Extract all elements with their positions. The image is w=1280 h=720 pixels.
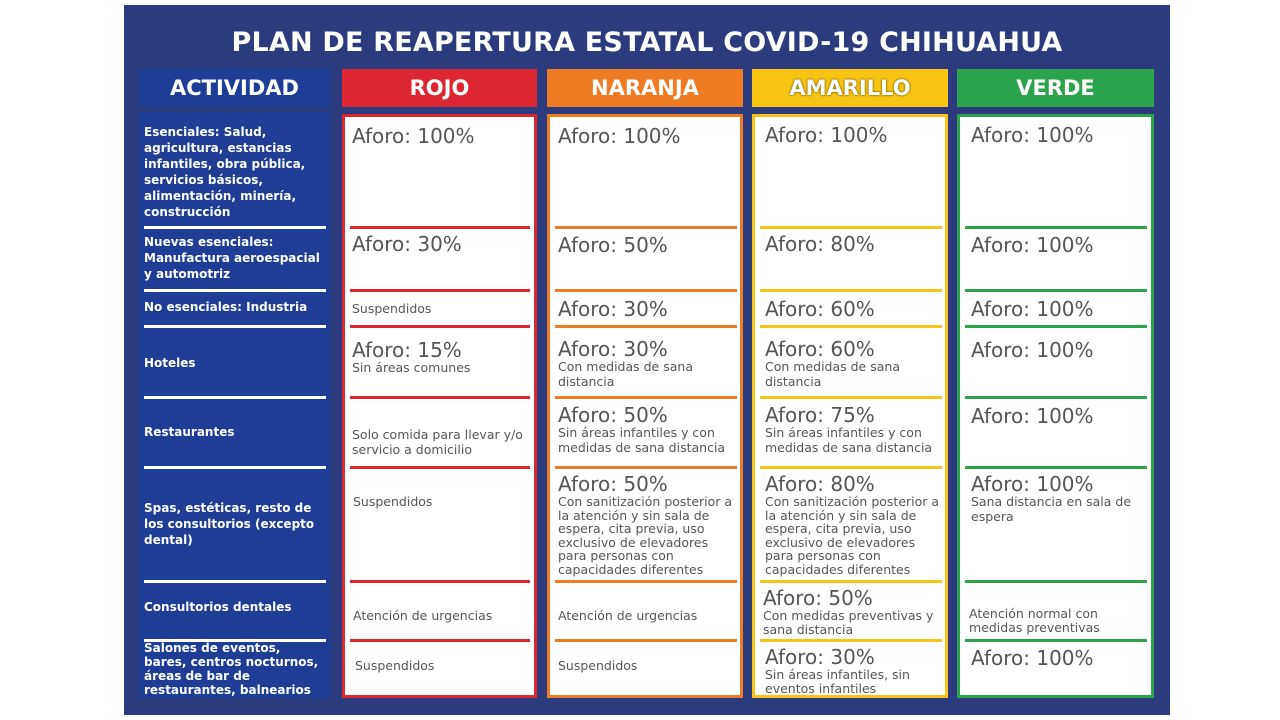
aforo-value: Aforo: 100% <box>558 124 681 148</box>
cell-amarillo-row7 <box>763 587 946 636</box>
cell-rojo-row2 <box>352 233 532 255</box>
cell-rojo-row6 <box>353 495 533 510</box>
cell-rojo-row1 <box>352 125 532 147</box>
aforo-value: Aforo: 60% <box>765 297 875 321</box>
row-divider <box>144 289 326 292</box>
aforo-value: Aforo: 50% <box>558 472 668 496</box>
row-divider <box>965 289 1147 292</box>
row-divider <box>965 580 1147 583</box>
cell-rojo-row7 <box>353 609 533 624</box>
cell-rojo-row8 <box>355 659 535 674</box>
row-divider <box>555 466 737 469</box>
row-divider <box>965 226 1147 229</box>
cell-amarillo-row3 <box>765 298 945 320</box>
cell-note: Con sanitización posterior a la atención y sin sala de espera, cita previa, uso exclusivo de elevadores para personas con capacidades diferentes <box>558 494 733 577</box>
aforo-value: Aforo: 100% <box>971 233 1094 257</box>
cell-naranja-row6 <box>558 473 739 576</box>
cell-note: Con medidas de sana distancia <box>558 359 693 389</box>
aforo-value: Aforo: 100% <box>971 472 1094 496</box>
cell-note: Suspendidos <box>353 494 433 509</box>
aforo-value: Aforo: 100% <box>765 123 888 147</box>
cell-rojo-row5 <box>352 428 532 457</box>
aforo-value: Aforo: 50% <box>558 233 668 257</box>
cell-note: Con medidas preventivas y sana distancia <box>763 608 934 637</box>
aforo-value: Aforo: 100% <box>971 646 1094 670</box>
cell-verde-row2 <box>971 234 1151 256</box>
row-divider <box>555 639 737 642</box>
activity-label-hoteles: Hoteles <box>144 356 196 370</box>
cell-verde-row7 <box>969 607 1151 635</box>
cell-note: Suspendidos <box>352 301 432 316</box>
row-divider <box>965 466 1147 469</box>
row-divider <box>760 325 942 328</box>
cell-naranja-row5 <box>558 404 739 455</box>
row-divider <box>965 396 1147 399</box>
cell-note: Atención normal con medidas preventivas <box>969 606 1100 635</box>
cell-note: Sana distancia en sala de espera <box>971 494 1132 524</box>
cell-note: Solo comida para llevar y/o servicio a domicilio <box>352 427 523 457</box>
cell-amarillo-row6 <box>765 473 945 576</box>
aforo-value: Aforo: 50% <box>763 586 873 610</box>
cell-rojo-row4 <box>352 339 532 376</box>
cell-verde-row1 <box>971 124 1151 146</box>
row-divider <box>555 226 737 229</box>
cell-amarillo-row8 <box>765 646 945 695</box>
cell-naranja-row3 <box>558 298 739 320</box>
aforo-value: Aforo: 100% <box>971 404 1094 428</box>
poster-title: PLAN DE REAPERTURA ESTATAL COVID-19 CHIHUAHUA <box>231 27 1063 58</box>
aforo-value: Aforo: 75% <box>765 403 875 427</box>
header-actividad: ACTIVIDAD <box>139 69 330 107</box>
cell-note: Suspendidos <box>355 658 435 673</box>
cell-rojo-row3 <box>352 302 532 317</box>
row-divider <box>965 325 1147 328</box>
cell-verde-row6 <box>971 473 1151 524</box>
cell-naranja-row4 <box>558 338 739 389</box>
aforo-value: Aforo: 30% <box>765 645 875 669</box>
cell-note: Sin áreas infantiles y con medidas de sana distancia <box>558 425 726 455</box>
header-verde: VERDE <box>957 69 1154 107</box>
aforo-value: Aforo: 80% <box>765 472 875 496</box>
row-divider <box>350 580 530 583</box>
aforo-value: Aforo: 30% <box>352 232 462 256</box>
cell-amarillo-row1 <box>765 124 945 146</box>
row-divider <box>760 396 942 399</box>
cell-amarillo-row5 <box>765 404 945 455</box>
row-divider <box>760 639 942 642</box>
cell-note: Sin áreas infantiles, sin eventos infantiles <box>765 667 910 696</box>
cell-naranja-row8 <box>558 659 739 674</box>
row-divider <box>350 226 530 229</box>
activity-label-no-esenciales: No esenciales: Industria <box>144 300 308 314</box>
cell-verde-row8 <box>971 647 1151 669</box>
activity-label-esenciales: Esenciales: Salud, agricultura, estancias infantiles, obra pública, servicios básicos, alimentación, minería, construcción <box>144 125 306 219</box>
row-divider <box>350 289 530 292</box>
cell-naranja-row7 <box>558 609 739 624</box>
cell-amarillo-row2 <box>765 233 945 255</box>
row-divider <box>144 580 326 583</box>
row-divider <box>350 466 530 469</box>
cell-note: Suspendidos <box>558 658 638 673</box>
row-divider <box>760 289 942 292</box>
aforo-value: Aforo: 30% <box>558 337 668 361</box>
row-divider <box>350 396 530 399</box>
cell-naranja-row2 <box>558 234 739 256</box>
cell-verde-row4 <box>971 339 1151 361</box>
row-divider <box>144 226 326 229</box>
cell-naranja-row1 <box>558 125 739 147</box>
activity-label-salones: Salones de eventos, bares, centros nocturnos, áreas de bar de restaurantes, balnearios <box>144 641 319 697</box>
cell-note: Atención de urgencias <box>353 608 493 623</box>
row-divider <box>760 580 942 583</box>
aforo-value: Aforo: 30% <box>558 297 668 321</box>
activity-label-spas: Spas, estéticas, resto de los consultorios (excepto dental) <box>144 501 315 547</box>
activity-label-nuevas-esenciales: Nuevas esenciales: Manufactura aeroespacial y automotriz <box>144 235 320 281</box>
cell-note: Con sanitización posterior a la atención y sin sala de espera, cita previa, uso exclusivo de elevadores para personas con capacidades diferentes <box>765 494 940 577</box>
aforo-value: Aforo: 100% <box>971 297 1094 321</box>
cell-note: Atención de urgencias <box>558 608 698 623</box>
cell-amarillo-row4 <box>765 338 945 389</box>
row-divider <box>144 396 326 399</box>
header-naranja: NARANJA <box>547 69 743 107</box>
aforo-value: Aforo: 60% <box>765 337 875 361</box>
row-divider <box>144 466 326 469</box>
row-divider <box>760 226 942 229</box>
header-rojo: ROJO <box>342 69 537 107</box>
row-divider <box>760 466 942 469</box>
cell-verde-row3 <box>971 298 1151 320</box>
row-divider <box>965 639 1147 642</box>
aforo-value: Aforo: 100% <box>971 123 1094 147</box>
row-divider <box>350 325 530 328</box>
activity-label-restaurantes: Restaurantes <box>144 425 235 439</box>
row-divider <box>555 580 737 583</box>
header-amarillo: AMARILLO <box>752 69 948 107</box>
aforo-value: Aforo: 100% <box>352 124 475 148</box>
cell-note: Con medidas de sana distancia <box>765 359 900 389</box>
row-divider <box>350 639 530 642</box>
row-divider <box>555 289 737 292</box>
aforo-value: Aforo: 15% <box>352 338 462 362</box>
cell-note: Sin áreas comunes <box>352 360 471 375</box>
cell-verde-row5 <box>971 405 1151 427</box>
row-divider <box>144 325 326 328</box>
row-divider <box>555 325 737 328</box>
row-divider <box>555 396 737 399</box>
aforo-value: Aforo: 100% <box>971 338 1094 362</box>
aforo-value: Aforo: 50% <box>558 403 668 427</box>
activity-label-consultorios-dentales: Consultorios dentales <box>144 600 292 614</box>
cell-note: Sin áreas infantiles y con medidas de sana distancia <box>765 425 933 455</box>
aforo-value: Aforo: 80% <box>765 232 875 256</box>
